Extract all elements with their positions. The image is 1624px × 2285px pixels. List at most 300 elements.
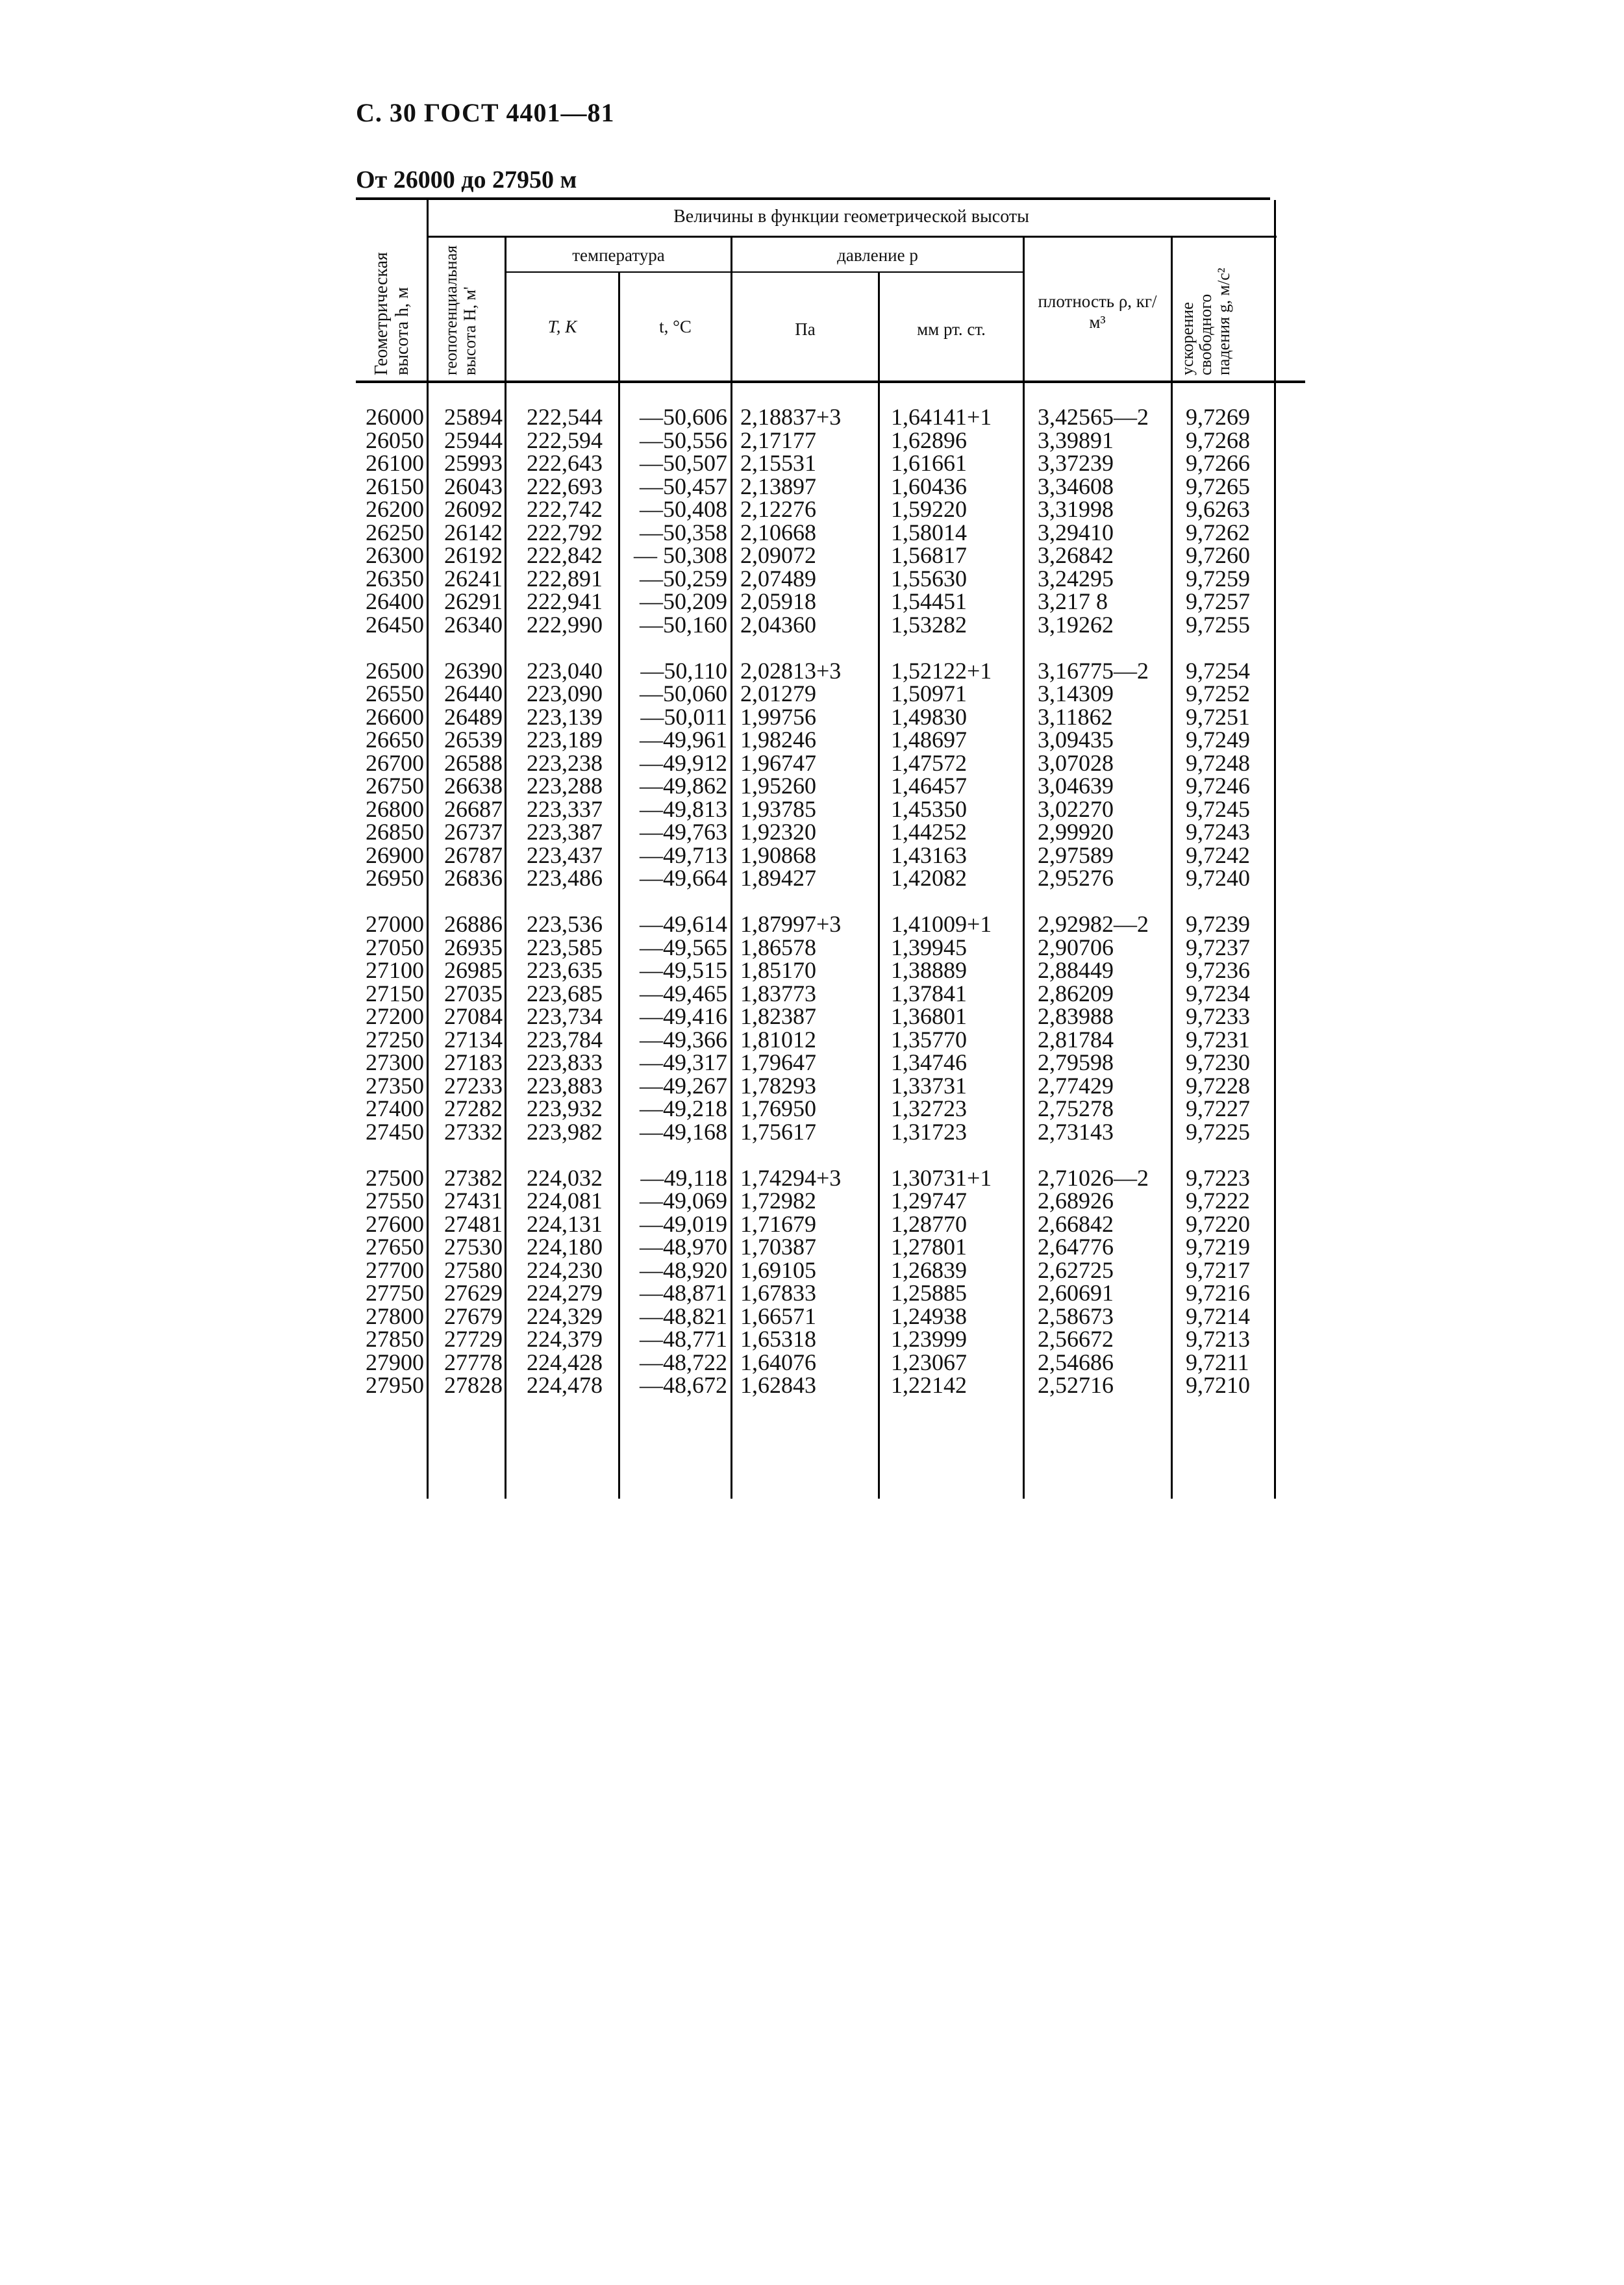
block-spacer	[506, 1143, 603, 1167]
table-cell: 26350	[366, 565, 424, 592]
table-cell: 1,54451	[891, 588, 967, 614]
table-cell: —49,317	[640, 1049, 727, 1075]
table-cell: 223,437	[527, 842, 603, 868]
table-cell: 1,28770	[891, 1210, 967, 1237]
table-cell: —48,672	[640, 1372, 727, 1398]
table-cell: 26985	[444, 957, 503, 983]
table-cell: —50,209	[640, 588, 727, 614]
table-cell: 26687	[444, 795, 503, 822]
table-cell: 1,79647	[740, 1049, 816, 1075]
table-cell: 27233	[444, 1072, 503, 1099]
table-cell: 26300	[366, 542, 424, 568]
table-cell: 1,38889	[891, 957, 967, 983]
table-cell: 3,39891	[1038, 427, 1114, 453]
block-spacer	[356, 636, 424, 660]
table-cell: 222,693	[527, 473, 603, 499]
table-cell: 26800	[366, 795, 424, 822]
table-cell: 9,7245	[1186, 795, 1250, 822]
table-cell: —48,821	[640, 1303, 727, 1329]
table-cell: 1,48697	[891, 727, 967, 753]
table-cell: 9,7262	[1186, 519, 1250, 545]
table-cell: —49,465	[640, 980, 727, 1006]
table-cell: 3,217 8	[1038, 588, 1108, 614]
col-rule-6	[1023, 238, 1025, 1499]
table-cell: 223,734	[527, 1003, 603, 1029]
table-cell: 27350	[366, 1072, 424, 1099]
table-cell: 26142	[444, 519, 503, 545]
table-cell: 26588	[444, 749, 503, 776]
table-cell: 2,56672	[1038, 1326, 1114, 1352]
block-spacer	[356, 890, 424, 914]
table-cell: 2,81784	[1038, 1026, 1114, 1053]
table-cell: 1,87997+3	[740, 911, 842, 937]
table-cell: —49,912	[640, 749, 727, 776]
table-cell: 26250	[366, 519, 424, 545]
table-cell: 9,7233	[1186, 1003, 1250, 1029]
table-cell: 9,7257	[1186, 588, 1250, 614]
col-geopotential-height	[429, 406, 503, 1397]
table-cell: 2,88449	[1038, 957, 1114, 983]
table-cell: 223,288	[527, 773, 603, 799]
table-cell: 1,98246	[740, 727, 816, 753]
table-cell: 1,86578	[740, 934, 816, 960]
table-cell: —50,060	[640, 681, 727, 706]
table-cell: 3,07028	[1038, 749, 1114, 776]
col-pressure-mmhg	[891, 406, 1021, 1397]
block-spacer	[506, 636, 603, 660]
block-spacer	[620, 1143, 727, 1167]
table-cell: 2,77429	[1038, 1072, 1114, 1099]
table-cell: — 50,308	[634, 542, 727, 568]
table-cell: 223,784	[527, 1026, 603, 1053]
header-T: T, К	[547, 317, 577, 336]
table-cell: 9,7269	[1186, 404, 1250, 430]
header-geometric-height-text: Геометрическая высота h, м	[371, 252, 412, 375]
table-cell: 9,7236	[1186, 957, 1250, 983]
table-cell: 2,73143	[1038, 1118, 1114, 1145]
table-cell: 26043	[444, 473, 503, 499]
table-cell: 26700	[366, 749, 424, 776]
table-cell: 222,643	[527, 450, 603, 476]
table-cell: 1,55630	[891, 565, 967, 592]
table-cell: 1,72982	[740, 1188, 816, 1214]
table-cell: 223,635	[527, 957, 603, 983]
table-cell: —50,606	[640, 404, 727, 430]
table-cell: 26450	[366, 611, 424, 638]
table-cell: 27750	[366, 1280, 424, 1306]
table-cell: —49,515	[640, 957, 727, 983]
table-cell: 9,7246	[1186, 773, 1250, 799]
table-cell: 1,62843	[740, 1372, 816, 1398]
table-cell: 9,7223	[1186, 1164, 1250, 1191]
table-cell: 1,62896	[891, 427, 967, 453]
table-cell: 27100	[366, 957, 424, 983]
table-cell: —49,069	[640, 1188, 727, 1214]
header-pressure-group: давление p	[837, 245, 918, 265]
table-cell: 9,7228	[1186, 1072, 1250, 1099]
table-cell: 222,891	[527, 565, 603, 592]
table-cell: 2,86209	[1038, 980, 1114, 1006]
block-spacer	[356, 1143, 424, 1167]
table-cell: 27450	[366, 1118, 424, 1145]
header-geometric-height	[371, 213, 413, 375]
table-cell: 9,7240	[1186, 865, 1250, 891]
table-cell: 26886	[444, 911, 503, 937]
table-cell: 1,61661	[891, 450, 967, 476]
table-cell: —49,168	[640, 1118, 727, 1145]
table-cell: —49,664	[640, 865, 727, 891]
block-spacer	[891, 890, 1021, 914]
table-cell: 1,31723	[891, 1118, 967, 1145]
col-rule-8	[1274, 200, 1276, 1499]
table-cell: 224,279	[527, 1280, 603, 1306]
table-cell: 9,7255	[1186, 611, 1250, 638]
table-cell: 1,75617	[740, 1118, 816, 1145]
table-cell: 26737	[444, 819, 503, 845]
table-cell: 223,982	[527, 1118, 603, 1145]
col-geometric-height	[356, 406, 424, 1397]
table-cell: 2,97589	[1038, 842, 1114, 868]
table-cell: 224,329	[527, 1303, 603, 1329]
col-rule-5	[878, 271, 880, 1499]
table-cell: 1,33731	[891, 1072, 967, 1099]
table-cell: 1,23999	[891, 1326, 967, 1352]
table-cell: —49,366	[640, 1026, 727, 1053]
table-cell: 26000	[366, 404, 424, 430]
table-cell: 26787	[444, 842, 503, 868]
table-cell: 9,7259	[1186, 565, 1250, 592]
table-cell: 3,42565—2	[1038, 404, 1149, 430]
table-cell: 26241	[444, 565, 503, 592]
table-cell: 1,76950	[740, 1095, 816, 1121]
table-cell: 2,95276	[1038, 865, 1114, 891]
table-cell: 26836	[444, 865, 503, 891]
table-cell: 1,36801	[891, 1003, 967, 1029]
table-cell: 27550	[366, 1188, 424, 1214]
table-cell: 9,7230	[1186, 1049, 1250, 1075]
table-cell: 9,6263	[1186, 496, 1250, 522]
table-cell: 222,941	[527, 588, 603, 614]
block-spacer	[429, 890, 503, 914]
table-cell: 27778	[444, 1349, 503, 1375]
table-cell: 223,040	[527, 657, 603, 684]
table-cell: 26092	[444, 496, 503, 522]
table-cell: 2,01279	[740, 681, 816, 706]
table-cell: 223,238	[527, 749, 603, 776]
table-cell: —50,259	[640, 565, 727, 592]
block-spacer	[620, 636, 727, 660]
table-cell: 1,90868	[740, 842, 816, 868]
pressure-group-underline	[731, 271, 1023, 273]
table-cell: 1,64141+1	[891, 404, 992, 430]
table-cell: 27729	[444, 1326, 503, 1352]
table-cell: 1,37841	[891, 980, 967, 1006]
block-spacer	[891, 636, 1021, 660]
table-cell: —49,118	[640, 1164, 727, 1191]
table-cell: 27200	[366, 1003, 424, 1029]
table-cell: —50,160	[640, 611, 727, 638]
table-cell: —48,970	[640, 1234, 727, 1260]
table-top-rule	[356, 197, 1270, 200]
table-cell: 1,24938	[891, 1303, 967, 1329]
table-cell: 26192	[444, 542, 503, 568]
table-cell: 26400	[366, 588, 424, 614]
table-cell: 224,428	[527, 1349, 603, 1375]
table-cell: 26850	[366, 819, 424, 845]
table-cell: 9,7260	[1186, 542, 1250, 568]
table-cell: 26935	[444, 934, 503, 960]
table-cell: 27084	[444, 1003, 503, 1029]
table-cell: —49,267	[640, 1072, 727, 1099]
table-cell: 9,7254	[1186, 657, 1250, 684]
table-cell: 2,66842	[1038, 1210, 1114, 1237]
table-cell: 27530	[444, 1234, 503, 1260]
table-cell: 1,32723	[891, 1095, 967, 1121]
table-cell: —50,011	[640, 703, 727, 730]
table-cell: 2,17177	[740, 427, 816, 453]
table-cell: 9,7210	[1186, 1372, 1250, 1398]
table-cell: 1,41009+1	[891, 911, 992, 937]
table-cell: 223,189	[527, 727, 603, 753]
page-header: С. 30 ГОСТ 4401—81	[356, 98, 615, 127]
table-cell: 27050	[366, 934, 424, 960]
table-cell: 222,990	[527, 611, 603, 638]
altitude-range-title: От 26000 до 27950 м	[356, 166, 577, 194]
col-rule-7	[1171, 238, 1173, 1499]
table-cell: 2,52716	[1038, 1372, 1114, 1398]
table-cell: 223,139	[527, 703, 603, 730]
header-bottom-rule	[356, 381, 1305, 383]
table-cell: 2,54686	[1038, 1349, 1114, 1375]
block-spacer	[891, 1143, 1021, 1167]
table-cell: 1,96747	[740, 749, 816, 776]
table-cell: 1,67833	[740, 1280, 816, 1306]
table-cell: 9,7211	[1186, 1349, 1249, 1375]
table-cell: 223,536	[527, 911, 603, 937]
block-spacer	[740, 890, 877, 914]
table-cell: 1,44252	[891, 819, 967, 845]
table-cell: 26650	[366, 727, 424, 753]
table-cell: 1,69105	[740, 1256, 816, 1283]
block-spacer	[1038, 1143, 1168, 1167]
table-cell: 27629	[444, 1280, 503, 1306]
table-cell: 1,74294+3	[740, 1164, 842, 1191]
table-cell: —49,813	[640, 795, 727, 822]
table-cell: 223,585	[527, 934, 603, 960]
header-temperature-group: температура	[572, 245, 665, 265]
table-cell: 1,95260	[740, 773, 816, 799]
table-cell: 26200	[366, 496, 424, 522]
table-cell: 223,387	[527, 819, 603, 845]
table-cell: 2,04360	[740, 611, 816, 638]
block-spacer	[1186, 1143, 1270, 1167]
table-cell: 2,58673	[1038, 1303, 1114, 1329]
table-cell: 27150	[366, 980, 424, 1006]
table-cell: 9,7231	[1186, 1026, 1250, 1053]
table-cell: —48,722	[640, 1349, 727, 1375]
table-cell: 2,18837+3	[740, 404, 842, 430]
table-cell: 26600	[366, 703, 424, 730]
table-cell: 2,71026—2	[1038, 1164, 1149, 1191]
table-cell: 27035	[444, 980, 503, 1006]
block-spacer	[1186, 636, 1270, 660]
table-cell: 27183	[444, 1049, 503, 1075]
table-cell: 26291	[444, 588, 503, 614]
block-spacer	[1038, 890, 1168, 914]
table-cell: 26340	[444, 611, 503, 638]
block-spacer	[740, 636, 877, 660]
table-cell: 9,7237	[1186, 934, 1250, 960]
table-cell: 1,47572	[891, 749, 967, 776]
table-cell: 1,59220	[891, 496, 967, 522]
table-cell: —50,110	[640, 657, 727, 684]
table-cell: 27850	[366, 1326, 424, 1352]
table-cell: 1,85170	[740, 957, 816, 983]
table-cell: 2,07489	[740, 565, 816, 592]
table-cell: 9,7251	[1186, 703, 1250, 730]
table-cell: 2,02813+3	[740, 657, 842, 684]
table-cell: 9,7248	[1186, 749, 1250, 776]
table-cell: —49,763	[640, 819, 727, 845]
table-cell: 27250	[366, 1026, 424, 1053]
table-cell: 3,34608	[1038, 473, 1114, 499]
table-cell: —48,771	[640, 1326, 727, 1352]
table-cell: 27332	[444, 1118, 503, 1145]
table-cell: —48,920	[640, 1256, 727, 1283]
table-cell: 1,46457	[891, 773, 967, 799]
table-cell: 27481	[444, 1210, 503, 1237]
table-cell: —49,713	[640, 842, 727, 868]
table-cell: 1,42082	[891, 865, 967, 891]
table-cell: 3,09435	[1038, 727, 1114, 753]
table-cell: —49,019	[640, 1210, 727, 1237]
table-cell: 1,81012	[740, 1026, 816, 1053]
table-cell: 223,685	[527, 980, 603, 1006]
header-pa: Па	[795, 319, 816, 339]
table-cell: 1,22142	[891, 1372, 967, 1398]
table-cell: 2,90706	[1038, 934, 1114, 960]
table-cell: 1,64076	[740, 1349, 816, 1375]
header-t: t, °С	[659, 317, 692, 336]
table-cell: 1,45350	[891, 795, 967, 822]
table-cell: 9,7227	[1186, 1095, 1250, 1121]
table-cell: 26489	[444, 703, 503, 730]
table-cell: 27700	[366, 1256, 424, 1283]
table-cell: 3,16775—2	[1038, 657, 1149, 684]
table-cell: 2,09072	[740, 542, 816, 568]
table-cell: 26050	[366, 427, 424, 453]
table-cell: 9,7249	[1186, 727, 1250, 753]
table-cell: 1,71679	[740, 1210, 816, 1237]
table-cell: 2,92982—2	[1038, 911, 1149, 937]
table-cell: 1,52122+1	[891, 657, 992, 684]
table-cell: 9,7220	[1186, 1210, 1250, 1237]
table-cell: 2,13897	[740, 473, 816, 499]
table-cell: 223,337	[527, 795, 603, 822]
col-temperature-c	[620, 406, 727, 1397]
table-cell: 1,93785	[740, 795, 816, 822]
table-cell: 9,7217	[1186, 1256, 1250, 1283]
table-cell: 26900	[366, 842, 424, 868]
table-cell: —49,218	[640, 1095, 727, 1121]
col-rule-4	[731, 238, 732, 1499]
table-cell: 1,30731+1	[891, 1164, 992, 1191]
table-cell: 9,7268	[1186, 427, 1250, 453]
table-cell: 25944	[444, 427, 503, 453]
table-cell: 222,742	[527, 496, 603, 522]
block-spacer	[620, 890, 727, 914]
table-cell: 27800	[366, 1303, 424, 1329]
table-cell: 2,79598	[1038, 1049, 1114, 1075]
table-cell: 27300	[366, 1049, 424, 1075]
table-cell: 1,39945	[891, 934, 967, 960]
table-cell: 26550	[366, 681, 424, 706]
block-spacer	[1186, 890, 1270, 914]
table-cell: —50,507	[640, 450, 727, 476]
table-cell: 1,92320	[740, 819, 816, 845]
table-cell: 1,25885	[891, 1280, 967, 1306]
table-caption: Величины в функции геометрической высоты	[673, 206, 1029, 227]
table-cell: 3,19262	[1038, 611, 1114, 638]
table-cell: 27282	[444, 1095, 503, 1121]
table-cell: 3,37239	[1038, 450, 1114, 476]
table-cell: 9,7243	[1186, 819, 1250, 845]
header-density: плотность ρ, кг/м³	[1038, 292, 1157, 332]
table-cell: 2,62725	[1038, 1256, 1114, 1283]
block-spacer	[429, 1143, 503, 1167]
table-cell: 9,7265	[1186, 473, 1250, 499]
table-cell: 27828	[444, 1372, 503, 1398]
table-cell: 2,15531	[740, 450, 816, 476]
table-cell: 224,081	[527, 1188, 603, 1214]
table-cell: 9,7219	[1186, 1234, 1250, 1260]
table-cell: 3,04639	[1038, 773, 1114, 799]
block-spacer	[1038, 636, 1168, 660]
col-gravity	[1186, 406, 1270, 1397]
table-cell: 27900	[366, 1349, 424, 1375]
table-cell: 27679	[444, 1303, 503, 1329]
table-cell: 1,89427	[740, 865, 816, 891]
table-cell: 1,43163	[891, 842, 967, 868]
block-spacer	[740, 1143, 877, 1167]
table-cell: 1,78293	[740, 1072, 816, 1099]
table-cell: 2,12276	[740, 496, 816, 522]
table-cell: 224,180	[527, 1234, 603, 1260]
table-cell: 26950	[366, 865, 424, 891]
table-cell: —48,871	[640, 1280, 727, 1306]
table-cell: —49,416	[640, 1003, 727, 1029]
block-spacer	[429, 636, 503, 660]
table-cell: 224,131	[527, 1210, 603, 1237]
table-cell: 1,27801	[891, 1234, 967, 1260]
table-cell: 27000	[366, 911, 424, 937]
table-cell: 224,379	[527, 1326, 603, 1352]
table-cell: 1,65318	[740, 1326, 816, 1352]
table-cell: 27580	[444, 1256, 503, 1283]
table-cell: 2,05918	[740, 588, 816, 614]
table-cell: 1,82387	[740, 1003, 816, 1029]
table-cell: 9,7252	[1186, 681, 1250, 706]
table-cell: 1,23067	[891, 1349, 967, 1375]
header-gravity-text: ускорение свободного падения g, м/с²	[1178, 268, 1233, 375]
table-cell: 1,26839	[891, 1256, 967, 1283]
table-cell: 26638	[444, 773, 503, 799]
table-cell: 1,60436	[891, 473, 967, 499]
table-cell: 1,56817	[891, 542, 967, 568]
table-cell: 9,7234	[1186, 980, 1250, 1006]
table-cell: —50,408	[640, 496, 727, 522]
table-cell: 224,478	[527, 1372, 603, 1398]
